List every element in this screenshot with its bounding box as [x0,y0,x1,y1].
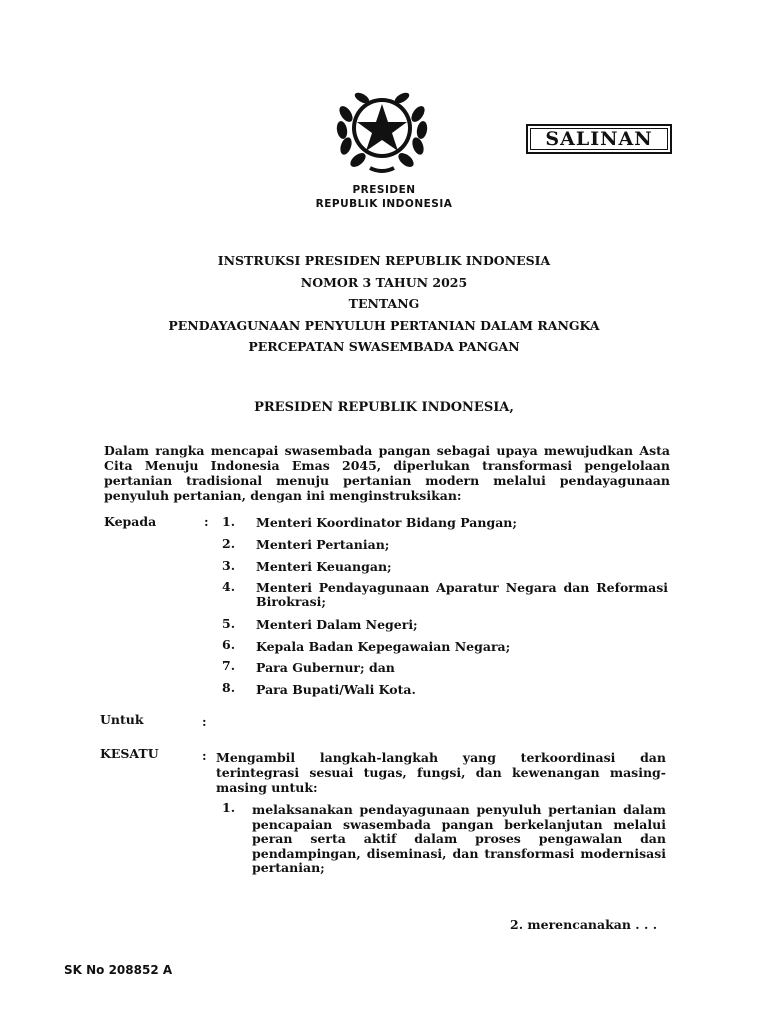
kepada-item: Menteri Pendayagunaan Aparatur Negara dan Reformasi Birokrasi; [256,580,668,609]
kepada-colon: : [204,514,209,529]
untuk-colon: : [202,714,207,729]
title-line-2: NOMOR 3 TAHUN 2025 [300,274,468,290]
untuk-label: Untuk [100,712,144,727]
kepada-item-number: 2. [222,536,236,551]
presidential-emblem-icon [332,84,432,176]
title-line-5: PERCEPATAN SWASEMBADA PANGAN [248,339,520,354]
kesatu-label: KESATU [100,746,159,761]
title-line-4: PENDAYAGUNAAN PENYULUH PERTANIAN DALAM RANGKA [168,317,600,333]
kesatu-item: melaksanakan pendayagunaan penyuluh pertanian dalam pencapaian swasembada pangan berkelanjutan melalui peran serta aktif dalam proses pengawalan dan pendampingan, diseminasi, dan transformasi modernisasi pertanian; [252,802,666,875]
kepada-item: Menteri Dalam Negeri; [256,617,418,632]
salinan-stamp: SALINAN [526,124,672,154]
kepada-item: Menteri Pertanian; [256,537,390,552]
kepada-item: Para Gubernur; dan [256,660,395,675]
kepada-item-number: 6. [222,637,236,652]
kepada-item: Para Bupati/Wali Kota. [256,682,416,697]
next-page-cue: 2. merencanakan . . . [510,917,658,932]
kepada-item-number: 3. [222,558,236,573]
kesatu-item-number: 1. [222,800,236,815]
kepada-item-number: 1. [222,514,236,529]
kesatu-paragraph: Mengambil langkah-langkah yang terkoordinasi dan terintegrasi sesuai tugas, fungsi, dan kewenangan masing-masing untuk: [216,750,666,795]
serial-number: SK No 208852 A [64,963,173,977]
emblem-caption-line1: PRESIDEN [352,184,416,196]
opening-paragraph: Dalam rangka mencapai swasembada pangan sebagai upaya mewujudkan Asta Cita Menuju Indonesia Emas 2045, diperlukan transformasi pengelolaan pertanian tradisional menuju pertanian modern melalui pendayagunaan penyuluh pertanian, dengan ini menginstruksikan: [104,443,670,503]
president-heading: PRESIDEN REPUBLIK INDONESIA, [254,400,514,415]
document-title [130,250,638,358]
title-line-1: INSTRUKSI PRESIDEN REPUBLIK INDONESIA [217,253,551,268]
kepada-item-number: 7. [222,658,236,673]
kepada-item: Menteri Keuangan; [256,559,392,574]
kepada-item-number: 5. [222,616,236,631]
kepada-item-number: 4. [222,579,236,594]
kesatu-colon: : [202,748,207,763]
kepada-item-number: 8. [222,680,236,695]
title-line-3: TENTANG [348,296,420,311]
emblem-caption-line2: REPUBLIK INDONESIA [315,198,453,210]
kepada-item: Kepala Badan Kepegawaian Negara; [256,639,511,654]
kepada-label: Kepada [104,514,157,529]
kepada-item: Menteri Koordinator Bidang Pangan; [256,515,517,530]
